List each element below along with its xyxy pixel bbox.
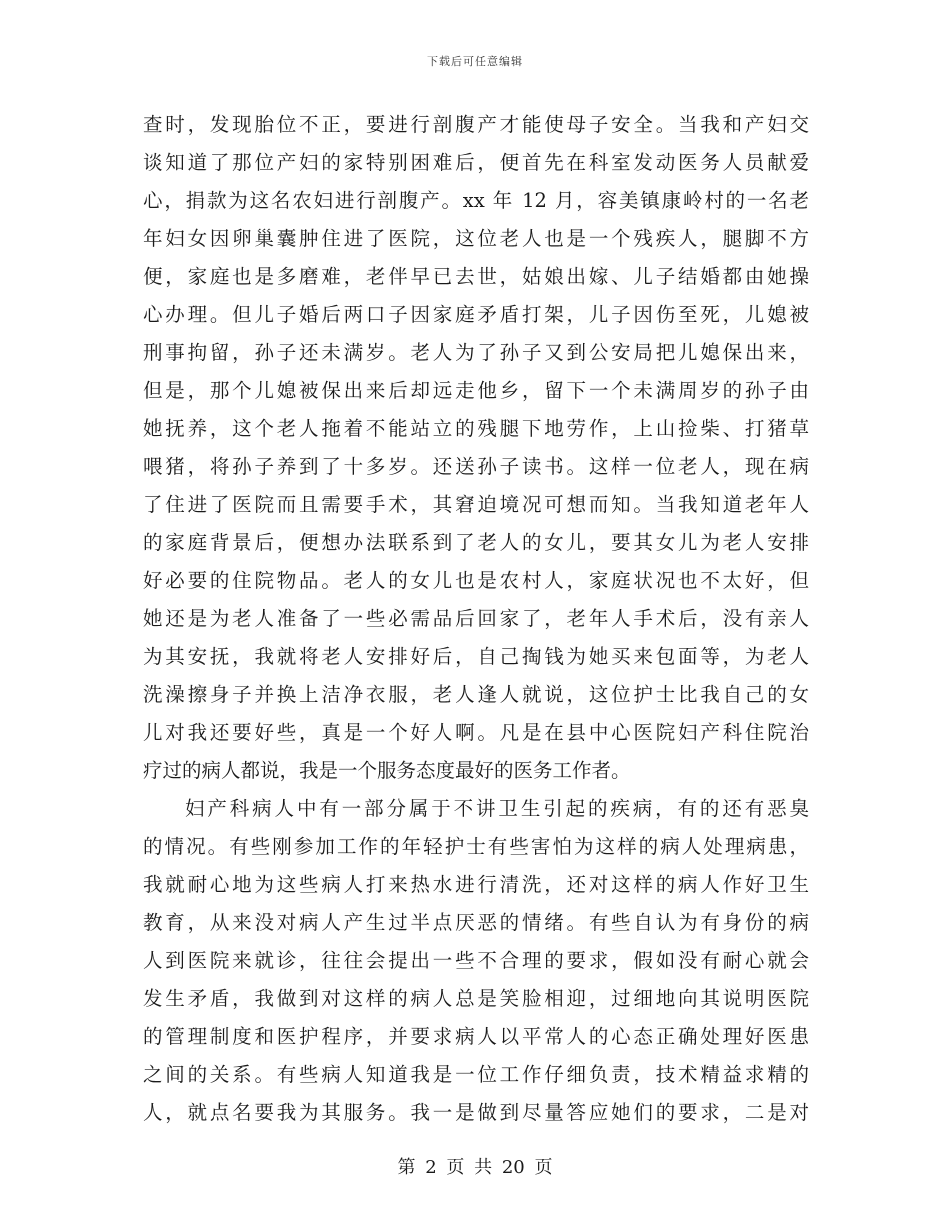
page-header: 下载后可任意编辑 [427,55,523,68]
text-line: 的家庭背景后，便想办法联系到了老人的女儿，要其女儿为老人安排 [143,531,809,554]
text-line: 便，家庭也是多磨难，老伴早已去世，姑娘出嫁、儿子结婚都由她操 [143,265,809,288]
text-line: 之间的关系。有些病人知道我是一位工作仔细负责，技术精益求精的 [143,1063,809,1086]
text-line: 人，就点名要我为其服务。我一是做到尽量答应她们的要求，二是对 [143,1101,809,1124]
text-line: 妇产科病人中有一部分属于不讲卫生引起的疾病，有的还有恶臭 [185,797,809,820]
text-line: 但是，那个儿媳被保出来后却远走他乡，留下一个未满周岁的孙子由 [143,379,809,402]
text-line: 年妇女因卵巢囊肿住进了医院，这位老人也是一个残疾人，腿脚不方 [143,227,809,250]
text-line: 心，捐款为这名农妇进行剖腹产。xx 年 12 月，容美镇康岭村的一名老 [143,189,809,212]
text-line: 谈知道了那位产妇的家特别困难后，便首先在科室发动医务人员献爱 [143,151,809,174]
paragraph-1 [143,106,809,790]
paragraph-2 [143,790,809,1132]
text-line: 洗澡擦身子并换上洁净衣服，老人逢人就说，这位护士比我自己的女 [143,683,809,706]
text-line: 人到医院来就诊，往往会提出一些不合理的要求，假如没有耐心就会 [143,949,809,972]
document-body [143,106,809,1132]
text-line: 发生矛盾，我做到对这样的病人总是笑脸相迎，过细地向其说明医院 [143,987,809,1010]
text-line: 喂猪，将孙子养到了十多岁。还送孙子读书。这样一位老人，现在病 [143,455,809,478]
text-line: 她抚养，这个老人拖着不能站立的残腿下地劳作，上山捡柴、打猪草 [143,417,809,440]
text-line: 了住进了医院而且需要手术，其窘迫境况可想而知。当我知道老年人 [143,493,809,516]
page-footer: 第 2 页 共 20 页 [397,1157,553,1178]
text-line: 她还是为老人准备了一些必需品后回家了，老年人手术后，没有亲人 [143,607,809,630]
text-line: 教育，从来没对病人产生过半点厌恶的情绪。有些自认为有身份的病 [143,911,809,934]
text-line: 好必要的住院物品。老人的女儿也是农村人，家庭状况也不太好，但 [143,569,809,592]
text-line: 我就耐心地为这些病人打来热水进行清洗，还对这样的病人作好卫生 [143,873,809,896]
text-line: 儿对我还要好些，真是一个好人啊。凡是在县中心医院妇产科住院治 [143,721,809,744]
text-line: 心办理。但儿子婚后两口子因家庭矛盾打架，儿子因伤至死，儿媳被 [143,303,809,326]
text-line: 查时，发现胎位不正，要进行剖腹产才能使母子安全。当我和产妇交 [143,113,809,136]
text-line: 疗过的病人都说，我是一个服务态度最好的医务工作者。 [143,759,631,782]
text-line: 刑事拘留，孙子还未满岁。老人为了孙子又到公安局把儿媳保出来， [143,341,809,364]
text-line: 的管理制度和医护程序，并要求病人以平常人的心态正确处理好医患 [143,1025,809,1048]
text-line: 为其安抚，我就将老人安排好后，自己掏钱为她买来包面等，为老人 [143,645,809,668]
text-line: 的情况。有些刚参加工作的年轻护士有些害怕为这样的病人处理病患， [143,835,809,858]
